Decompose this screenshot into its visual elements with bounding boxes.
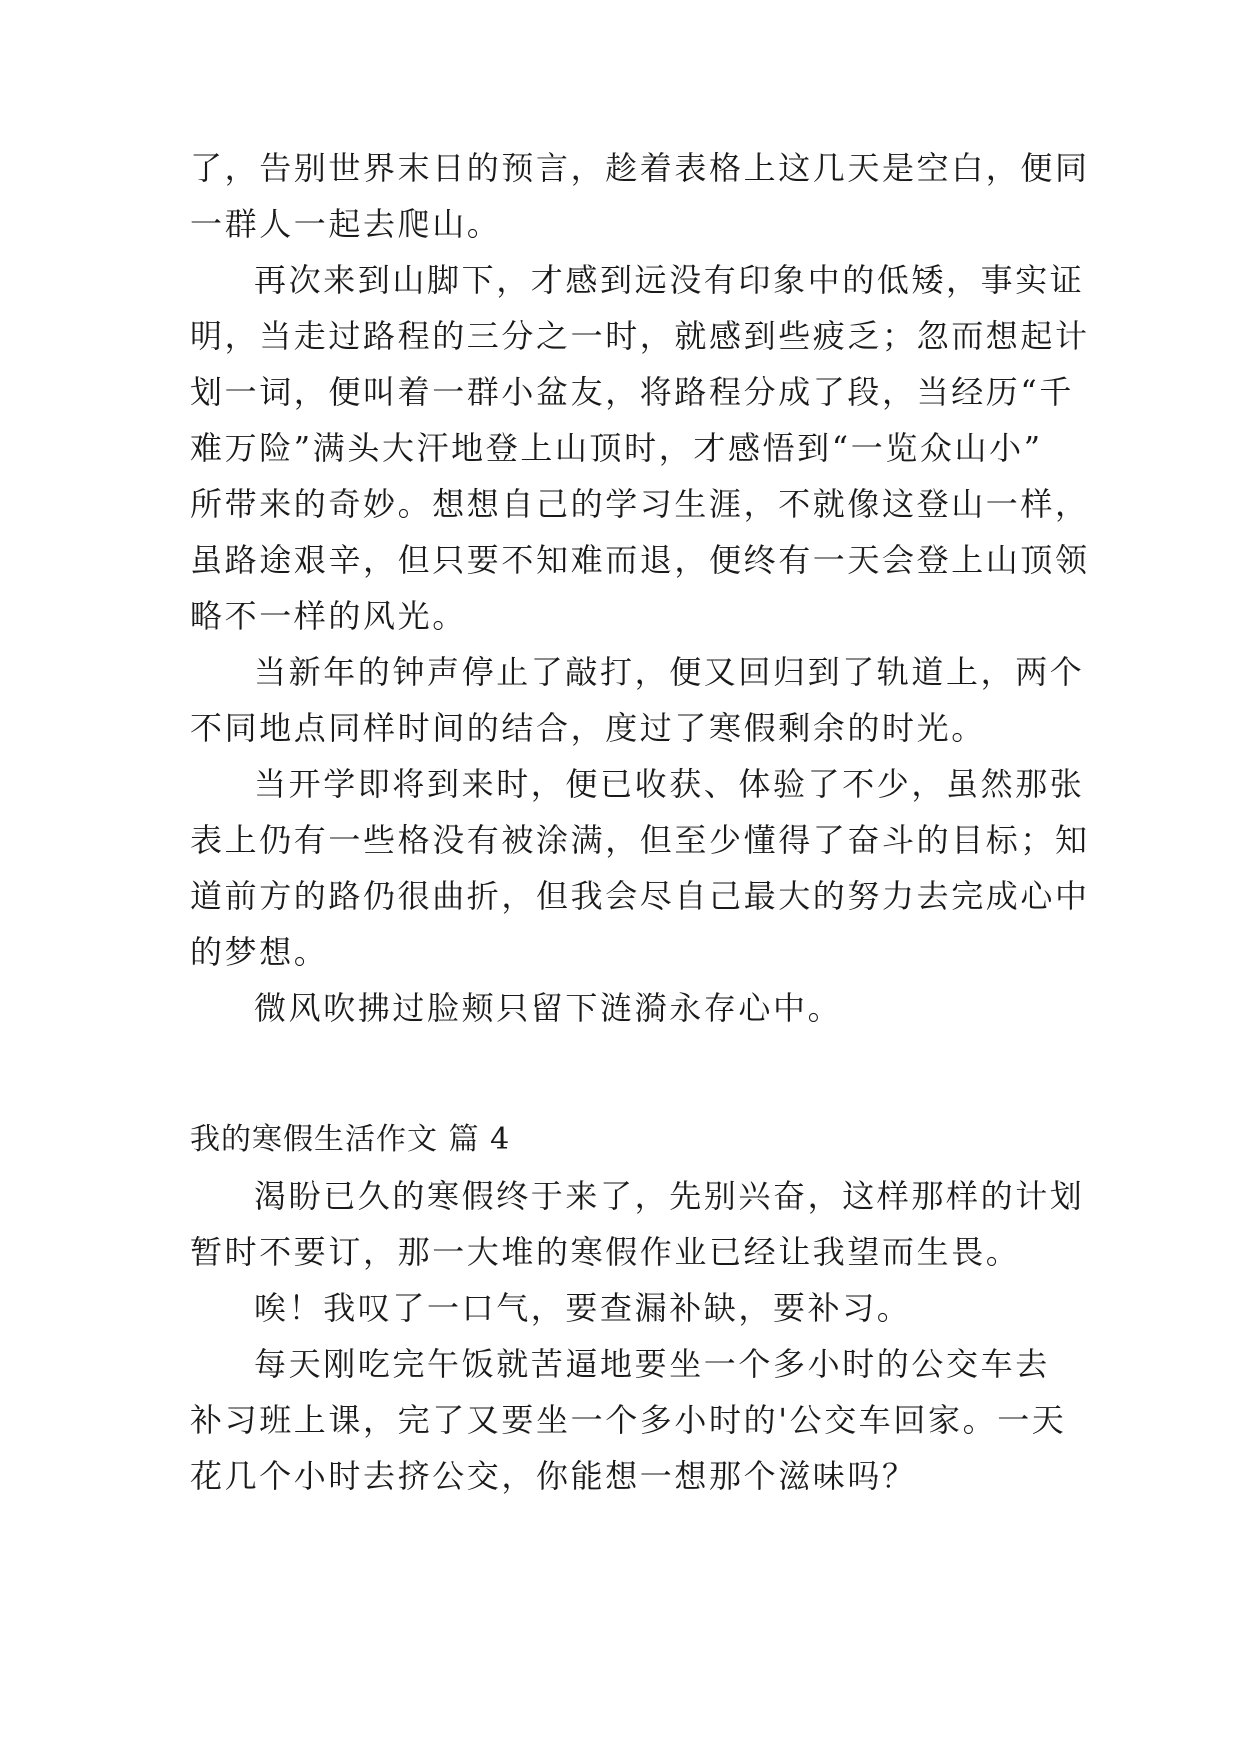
paragraph-line: 道前方的路仍很曲折，但我会尽自己最大的努力去完成心中: [190, 877, 1090, 915]
paragraph-line: 虽路途艰辛，但只要不知难而退，便终有一天会登上山顶领: [190, 541, 1090, 579]
paragraph-line: 花几个小时去挤公交，你能想一想那个滋味吗？: [190, 1457, 917, 1495]
paragraph-line: 表上仍有一些格没有被涂满，但至少懂得了奋斗的目标；知: [190, 821, 1090, 859]
paragraph-line: 当开学即将到来时，便已收获、体验了不少，虽然那张: [254, 765, 1085, 803]
paragraph-line: 当新年的钟声停止了敲打，便又回归到了轨道上，两个: [254, 653, 1085, 691]
section-heading: 我的寒假生活作文 篇 4: [190, 1122, 511, 1157]
paragraph-line: 再次来到山脚下，才感到远没有印象中的低矮，事实证: [254, 261, 1085, 299]
paragraph-line: 所带来的奇妙。想想自己的学习生涯，不就像这登山一样，: [190, 485, 1090, 523]
paragraph-line: 了，告别世界末日的预言，趁着表格上这几天是空白，便同: [190, 149, 1090, 187]
paragraph-line: 一群人一起去爬山。: [190, 205, 502, 243]
paragraph-line: 的梦想。: [190, 933, 329, 971]
paragraph-line: 不同地点同样时间的结合，度过了寒假剩余的时光。: [190, 709, 986, 747]
paragraph-line: 划一词，便叫着一群小盆友，将路程分成了段，当经历“千: [190, 373, 1074, 411]
paragraph-line: 明，当走过路程的三分之一时，就感到些疲乏；忽而想起计: [190, 317, 1090, 355]
paragraph-line: 每天刚吃完午饭就苦逼地要坐一个多小时的公交车去: [254, 1345, 1050, 1383]
paragraph-line: 微风吹拂过脸颊只留下涟漪永存心中。: [254, 989, 843, 1027]
paragraph-line: 难万险”满头大汗地登上山顶时，才感悟到“一览众山小”: [190, 429, 1043, 467]
paragraph-line: 补习班上课，完了又要坐一个多小时的'公交车回家。一天: [190, 1401, 1067, 1439]
paragraph-line: 唉！我叹了一口气，要查漏补缺，要补习。: [254, 1289, 912, 1327]
paragraph-line: 渴盼已久的寒假终于来了，先别兴奋，这样那样的计划: [254, 1177, 1085, 1215]
paragraph-line: 略不一样的风光。: [190, 597, 467, 635]
paragraph-line: 暂时不要订，那一大堆的寒假作业已经让我望而生畏。: [190, 1233, 1021, 1271]
